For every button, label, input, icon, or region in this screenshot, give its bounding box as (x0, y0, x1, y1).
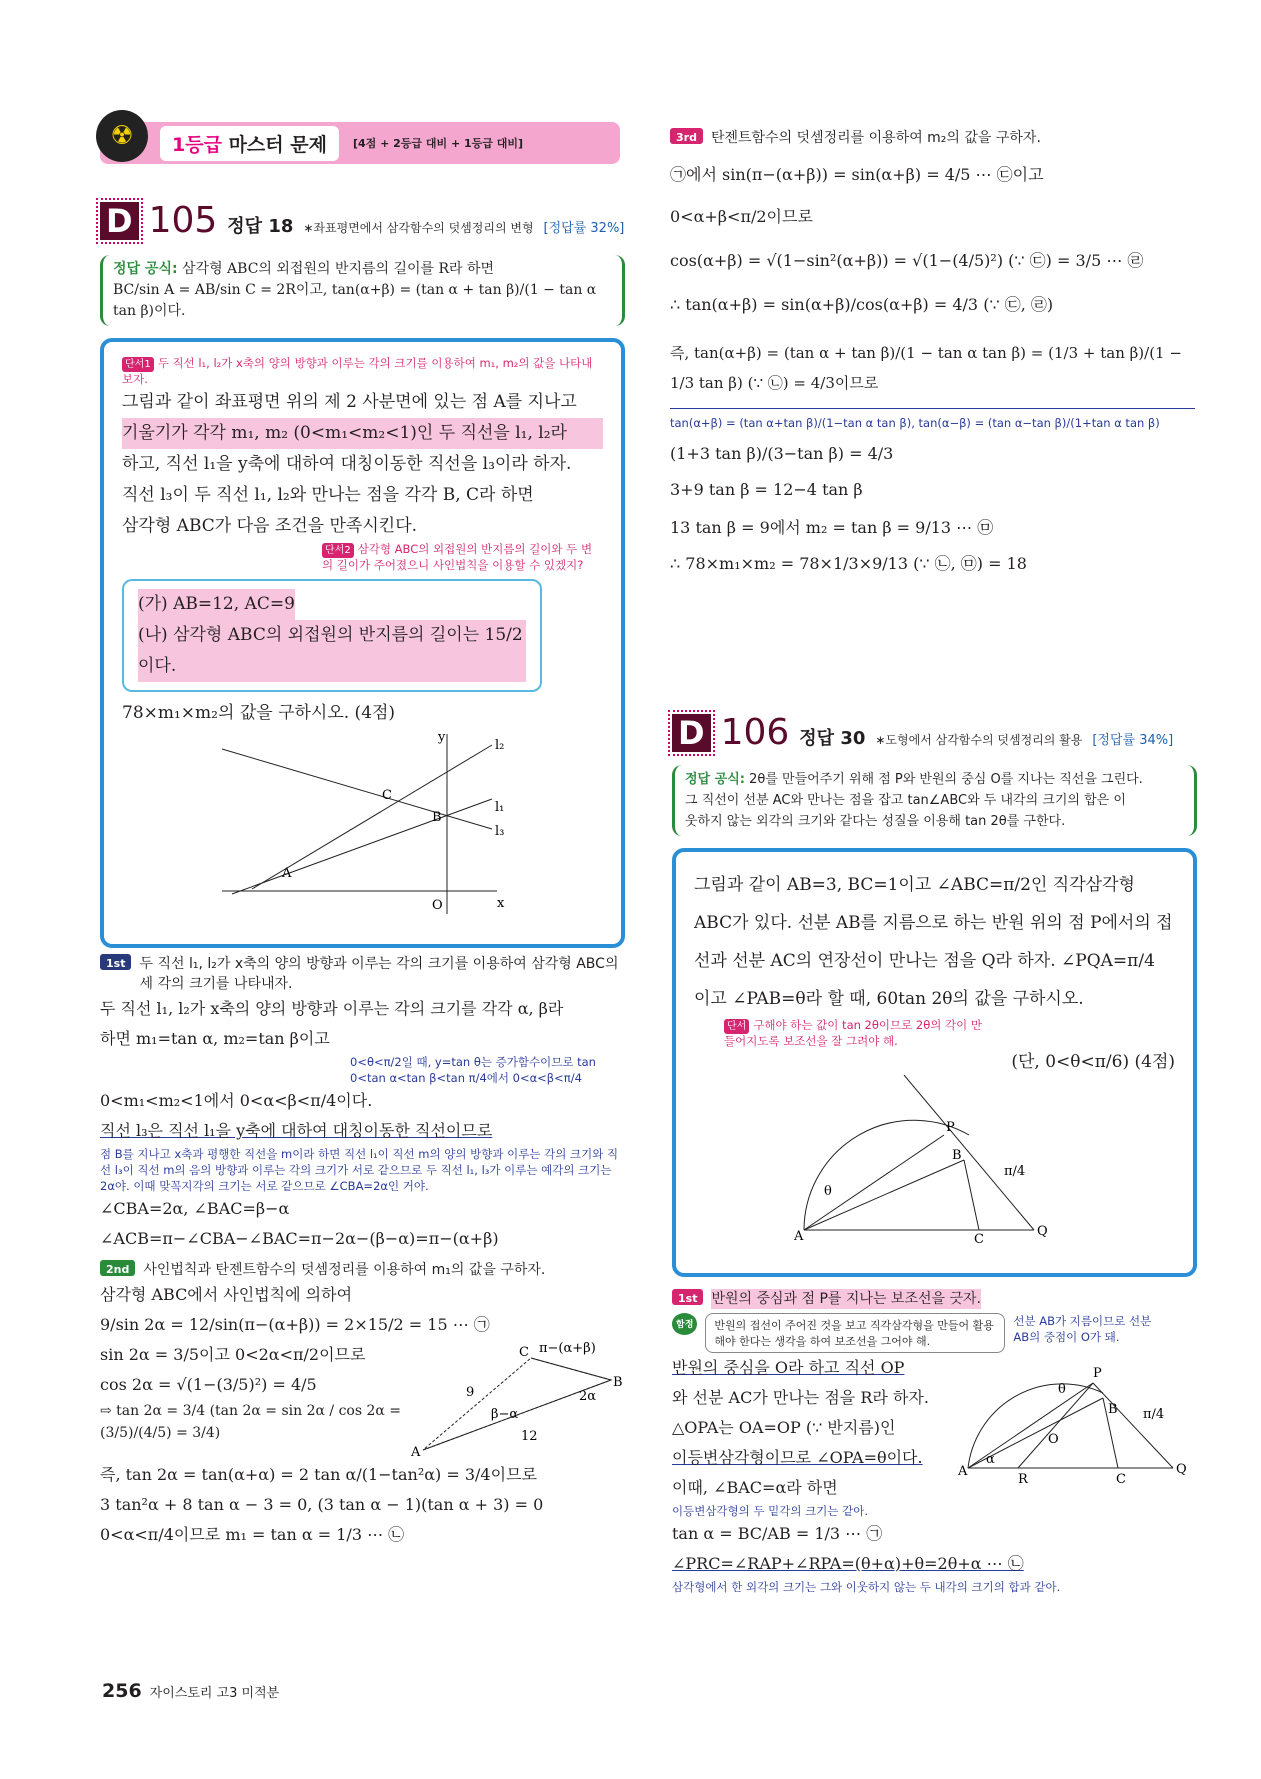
p106-fig-a: A (794, 1229, 804, 1244)
solution-105-continued (670, 122, 1195, 579)
problem-105 (100, 200, 625, 1550)
p105-graph_labels-l2: l₂ (495, 738, 505, 753)
p105-graph_labels-x: x (497, 896, 505, 911)
p106-blue: 삼각형에서 한 외각의 크기는 그와 이웃하지 않는 두 내각의 크기의 합과 같아. (672, 1580, 1061, 1594)
p105-step2_tag: 2nd (100, 1260, 135, 1276)
section-banner (100, 122, 620, 164)
step3-lines2-2: 13 tan β = 9에서 m₂ = tan β = 9/13 ⋯ ㉤ (670, 518, 994, 537)
p105-formula-1: BC/sin A = AB/sin C = 2R이고, tan(α+β) = (tan α + tan β)/(1 − tan α tan β)이다. (113, 282, 597, 319)
p106-body-1: ABC가 있다. 선분 AB를 지름으로 하는 반원 위의 점 P에서의 접 (694, 913, 1173, 933)
p106-lines-4: 이때, ∠BAC=α라 하면 (672, 1478, 838, 1497)
step-1st (672, 1289, 1197, 1309)
p105-s1_l6: ∠ACB=π−∠CBA−∠BAC=π−2α−(β−α)=π−(α+β) (100, 1229, 499, 1248)
p105-body-4: 삼각형 ABC가 다음 조건을 만족시킨다. (122, 516, 418, 536)
p106-fig-a: A (958, 1464, 968, 1479)
p105-s2_lines-5: 즉, tan 2α = tan(α+α) = 2 tan α/(1−tan²α) = 3/4이므로 (100, 1465, 537, 1484)
p106-fig-p: P (1093, 1366, 1102, 1381)
p105-hint2: 삼각형 ABC의 외접원의 반지름의 길이와 두 변의 길이가 주어졌으니 사인법칙을 이용할 수 있겠지? (322, 542, 593, 572)
formula-box (100, 255, 625, 326)
p106-step1: 반원의 중심과 점 P를 지나는 보조선을 긋자. (711, 1291, 981, 1307)
p105-s2_lines-4: ⇨ tan 2α = 3/4 (tan 2α = sin 2α / cos 2α = (3/5)/(4/5) = 3/4) (100, 1403, 402, 1441)
step3-lines2-1: 3+9 tan β = 12−4 tan β (670, 480, 863, 499)
p106-d: D (672, 714, 711, 752)
problem-box (100, 338, 625, 948)
p105-tri_labels-nine: 9 (466, 1385, 475, 1400)
page-footer (102, 1680, 279, 1702)
p106-fig-q: Q (1176, 1462, 1187, 1477)
p105-graph_labels-a: A (282, 866, 292, 881)
p106-lines-2: △OPA는 OA=OP (∵ 반지름)인 (672, 1418, 896, 1437)
p105-s1_blue: 점 B를 지나고 x축과 평행한 직선을 m이라 하면 직선 l₁이 직선 m의 양의 방향과 이루는 각의 크기와 직선 l₃이 직선 m의 음의 방향과 이루는 각의 크기가 서로 같으므로 두 직선 l₁, l₃가 이루는 예각의 크기는 2α야. 이때 맞꼭지각의 크기는 서로 같으므로 ∠CBA=2α인 거야. (100, 1147, 619, 1193)
p105-hint1: 두 직선 l₁, l₂가 x축의 양의 방향과 이루는 각의 크기를 이용하여 m₁, m₂의 값을 나타내보자. (122, 356, 593, 386)
p105-tri_labels-b: B (613, 1375, 623, 1390)
p106-fig-pi4: π/4 (1004, 1164, 1026, 1179)
p106-fig-theta: θ (1058, 1382, 1066, 1397)
p105-tri_labels-a: A (411, 1445, 421, 1460)
p106-formula-1: 그 직선이 선분 AC와 만나는 점을 잡고 tan∠ABC와 두 내각의 크기의 합은 이 (685, 793, 1126, 808)
p105-s1_line4: 직선 l₃은 직선 l₁을 y축에 대하여 대칭이동한 직선이므로 (100, 1121, 493, 1140)
p105-s1_note: 0<θ<π/2일 때, y=tan θ는 증가함수이므로 tan 0<tan α<tan β<tan π/4에서 0<α<β<π/4 (350, 1055, 596, 1085)
p105-tri_labels-b_ang: 2α (579, 1389, 597, 1404)
p106-step1_tag: 1st (672, 1289, 703, 1305)
p105-formula-0: 삼각형 ABC의 외접원의 반지름의 길이를 R라 하면 (182, 261, 495, 277)
p105-formula_label: 정답 공식: (113, 261, 178, 277)
p105-rate: [정답률 32%] (543, 221, 625, 236)
triangle-figure (411, 1340, 625, 1460)
p105-graph_labels-y: y (438, 730, 446, 745)
p105-hint1_tag: 단서1 (122, 357, 154, 372)
p105-tri_labels-c_ang: π−(α+β) (539, 1341, 596, 1356)
p106-formula-0: 2θ를 만들어주기 위해 점 P와 반원의 중심 O를 지나는 직선을 그린다. (749, 772, 1143, 787)
step3-lines2-3: ∴ 78×m₁×m₂ = 78×1/3×9/13 (∵ ㉡, ㉤) = 18 (670, 554, 1027, 573)
step3-lines2-0: (1+3 tan β)/(3−tan β) = 4/3 (670, 444, 894, 463)
p105-s1_l5: ∠CBA=2α, ∠BAC=β−α (100, 1199, 290, 1218)
p105-num: 105 (148, 200, 218, 241)
bomb-icon: ☢ (96, 110, 148, 162)
p105-topic: ∗좌표평면에서 삼각함수의 덧셈정리의 변형 (303, 221, 534, 235)
p106-body-0: 그림과 같이 AB=3, BC=1이고 ∠ABC=π/2인 직각삼각형 (694, 875, 1135, 895)
p105-body-1: 기울기가 각각 m₁, m₂ (0<m₁<m₂<1)인 두 직선을 l₁, l₂라 (122, 418, 603, 449)
step3-tag: 3rd (670, 128, 703, 144)
p106-hint_tag: 단서 (724, 1019, 749, 1034)
step3-lines-3: ∴ tan(α+β) = sin(α+β)/cos(α+β) = 4/3 (∵ ㉢, ㉣) (670, 295, 1054, 314)
step3-lines-0: ㉠에서 sin(π−(α+β)) = sin(α+β) = 4/5 ⋯ ㉢이고 (670, 165, 1044, 184)
p105-tri_labels-a_ang: β−α (491, 1407, 519, 1422)
p106-rate: [정답률 34%] (1092, 733, 1174, 748)
p106-formula-2: 웃하지 않는 외각의 크기와 같다는 성질을 이용해 tan 2θ를 구한다. (685, 814, 1066, 829)
p106-cond: (단, 0<θ<π/6) (4점) (1011, 1052, 1175, 1072)
p105-hint2_tag: 단서2 (322, 543, 354, 558)
step-3rd (670, 128, 1195, 148)
p106-fig-q: Q (1037, 1224, 1048, 1239)
p106-lines-5: tan α = BC/AB = 1/3 ⋯ ㉠ (672, 1524, 883, 1543)
p105-s1_lines-1: 하면 m₁=tan α, m₂=tan β이고 (100, 1029, 330, 1048)
p106-lines-3: 이등변삼각형이므로 ∠OPA=θ이다. (672, 1448, 923, 1467)
p105-question: 78×m₁×m₂의 값을 구하시오. (4점) (122, 703, 396, 723)
p106-fig-alpha: α (986, 1452, 995, 1467)
p105-cond1: (가) AB=12, AC=9 (138, 589, 295, 620)
p106-topic: ∗도형에서 삼각함수의 덧셈정리의 활용 (875, 733, 1083, 747)
p106-num: 106 (720, 712, 790, 753)
semicircle-figure (794, 1075, 1174, 1245)
p106-lines-1: 와 선분 AC가 만나는 점을 R라 하자. (672, 1388, 929, 1407)
p105-s2_lines-7: 0<α<π/4이므로 m₁ = tan α = 1/3 ⋯ ㉡ (100, 1525, 405, 1544)
step3-lines-1: 0<α+β<π/2이므로 (670, 207, 813, 226)
p105-graph_labels-o: O (432, 898, 443, 913)
p106-body-2: 선과 선분 AC의 연장선이 만나는 점을 Q라 하자. ∠PQA=π/4 (694, 951, 1155, 971)
p105-step2: 사인법칙과 탄젠트함수의 덧셈정리를 이용하여 m₁의 값을 구하자. (143, 1262, 546, 1278)
p106-fig-theta: θ (824, 1184, 832, 1199)
p105-graph_labels-c: C (382, 788, 392, 803)
footer-book: 자이스토리 고3 미적분 (149, 1686, 280, 1701)
p106-fig-o: O (1048, 1432, 1059, 1447)
step-2nd (100, 1260, 625, 1280)
banner-sub: [4점 + 2등급 대비 + 1등급 대비] (352, 137, 524, 150)
p105-s2_lines-1: 9/sin 2α = 12/sin(π−(α+β)) = 2×15/2 = 15 ⋯ ㉠ (100, 1315, 490, 1334)
p106-body-3: 이고 ∠PAB=θ라 할 때, 60tan 2θ의 값을 구하시오. (694, 989, 1084, 1009)
problem-106 (672, 712, 1197, 1595)
p105-s1_lines-2: 0<m₁<m₂<1에서 0<α<β<π/4이다. (100, 1091, 373, 1110)
p105-s2_lines-6: 3 tan²α + 8 tan α − 3 = 0, (3 tan α − 1)(tan α + 3) = 0 (100, 1495, 544, 1514)
p105-step1: 두 직선 l₁, l₂가 x축의 양의 방향과 이루는 각의 크기를 이용하여 삼각형 ABC의 세 각의 크기를 나타내자. (139, 956, 619, 992)
p105-s2_lines-3: cos 2α = √(1−(3/5)²) = 4/5 (100, 1375, 317, 1394)
step3-title: 탄젠트함수의 덧셈정리를 이용하여 m₂의 값을 구하자. (710, 130, 1041, 146)
step3-note: tan(α+β) = (tan α+tan β)/(1−tan α tan β), tan(α−β) = (tan α−tan β)/(1+tan α tan β) (670, 408, 1195, 431)
p106-fig-p: P (946, 1120, 955, 1135)
p105-step1_tag: 1st (100, 954, 131, 970)
p106-fig-c: C (974, 1232, 984, 1245)
p106-answer: 정답 30 (799, 728, 866, 749)
footer-page: 256 (102, 1680, 142, 1702)
step-1st (100, 954, 625, 994)
banner-title_red: 1등급 (172, 133, 222, 156)
p106-lines-0: 반원의 중심을 O라 하고 직선 OP (672, 1358, 905, 1377)
p106-hint: 구해야 하는 값이 tan 2θ이므로 2θ의 각이 만들어지도록 보조선을 잘 그려야 해. (724, 1018, 982, 1048)
p105-d: D (100, 202, 139, 240)
p106-tip_tag: 함정 (672, 1313, 697, 1335)
p105-tri_labels-twelve: 12 (521, 1429, 538, 1444)
p105-s2_lines-2: sin 2α = 3/5이고 0<2α<π/2이므로 (100, 1345, 366, 1364)
p106-formula_label: 정답 공식: (685, 772, 745, 787)
p105-tri_labels-c: C (519, 1345, 529, 1360)
step3-lines-4: 즉, tan(α+β) = (tan α + tan β)/(1 − tan α tan β) = (1/3 + tan β)/(1 − 1/3 tan β) (∵ ㉡) = 4/3이므로 (670, 344, 1182, 392)
p105-body-2: 하고, 직선 l₁을 y축에 대하여 대칭이동한 직선을 l₃이라 하자. (122, 454, 572, 474)
p106-fig-pi4: π/4 (1143, 1407, 1165, 1422)
coordinate-graph (212, 729, 512, 919)
p106-tip: 반원의 접선이 주어진 것을 보고 직각삼각형을 만들어 활용해야 한다는 생각을 하여 보조선을 그어야 해. (705, 1313, 1005, 1353)
p106-fig-b: B (952, 1148, 962, 1163)
p106-lines-6: ∠PRC=∠RAP+∠RPA=(θ+α)+θ=2θ+α ⋯ ㉡ (672, 1554, 1024, 1573)
p106-side_note: 선분 AB가 지름이므로 선분 AB의 중점이 O가 돼. (1013, 1314, 1152, 1344)
condition-box (122, 579, 542, 692)
banner-title: 마스터 문제 (228, 133, 327, 156)
p105-body-0: 그림과 같이 좌표평면 위의 제 2 사분면에 있는 점 A를 지나고 (122, 392, 577, 412)
p106-fig-r: R (1018, 1472, 1028, 1487)
p105-graph_labels-l3: l₃ (495, 824, 505, 839)
problem-header (100, 200, 625, 241)
p105-graph_labels-l1: l₁ (495, 800, 505, 815)
banner-title (160, 126, 339, 161)
p106-fig-c: C (1116, 1472, 1126, 1487)
problem-box (672, 848, 1197, 1277)
p105-cond2: (나) 삼각형 ABC의 외접원의 반지름의 길이는 15/2이다. (138, 620, 526, 682)
p105-answer: 정답 18 (227, 216, 294, 237)
p105-body-3: 직선 l₃이 두 직선 l₁, l₂와 만나는 점을 각각 B, C라 하면 (122, 485, 534, 505)
p105-graph_labels-b: B (432, 810, 442, 825)
p106-note_iso: 이등변삼각형의 두 밑각의 크기는 같아. (672, 1504, 869, 1518)
p105-s1_lines-0: 두 직선 l₁, l₂가 x축의 양의 방향과 이루는 각의 크기를 각각 α, β라 (100, 999, 564, 1018)
p106-fig-b: B (1108, 1402, 1118, 1417)
step3-lines-2: cos(α+β) = √(1−sin²(α+β)) = √(1−(4/5)²) (∵ ㉢) = 3/5 ⋯ ㉣ (670, 251, 1144, 270)
formula-box (672, 765, 1197, 836)
problem-header (672, 712, 1197, 753)
auxiliary-figure (958, 1353, 1198, 1488)
p105-s2_lines-0: 삼각형 ABC에서 사인법칙에 의하여 (100, 1285, 353, 1304)
